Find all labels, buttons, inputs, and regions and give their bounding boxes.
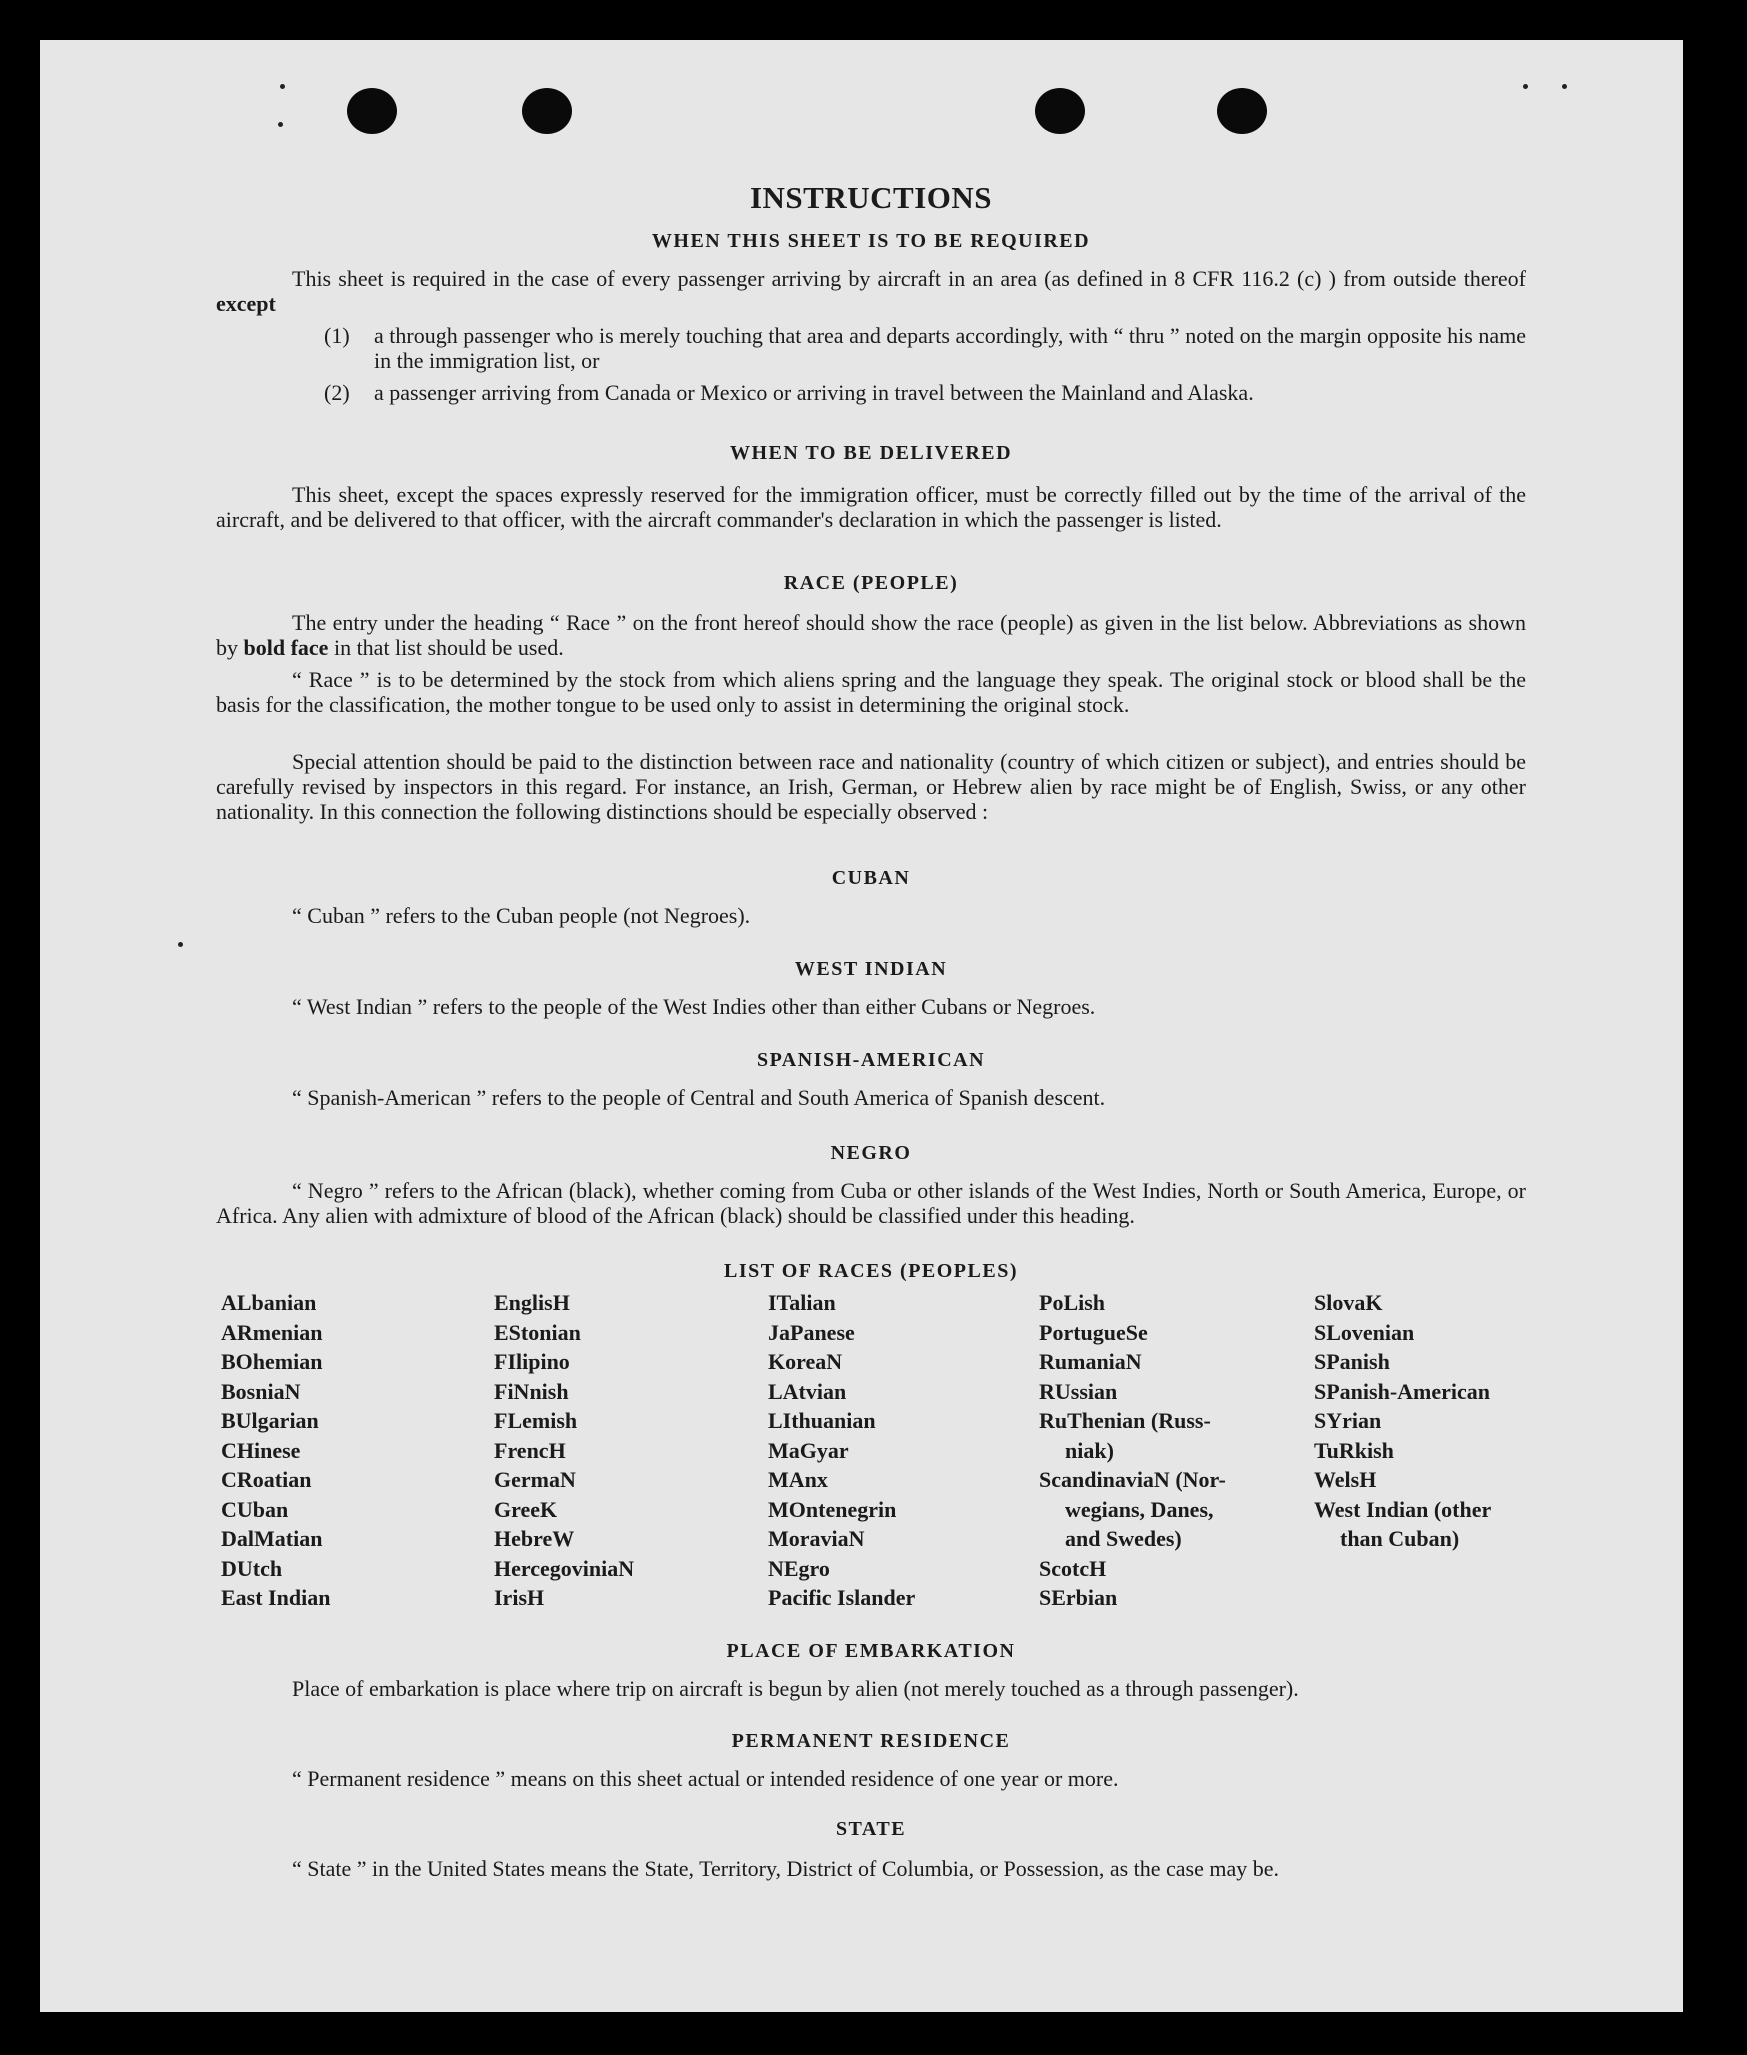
text-race-1-end: in that list should be used. (333, 635, 564, 660)
race-entry: DalMatian (221, 1526, 323, 1551)
race-entry: CRoatian (221, 1467, 312, 1492)
race-entry: RuThenian (Russ- (1039, 1408, 1211, 1433)
speck (1562, 84, 1567, 89)
heading-list-of-races: LIST OF RACES (PEOPLES) (723, 1260, 1018, 1282)
paragraph-spanish-american: “ Spanish-American ” refers to the people of Central and South America of Spanish descent. (292, 1085, 1106, 1110)
race-column (221, 1288, 330, 1613)
paragraph-west-indian: “ West Indian ” refers to the people of the West Indies other than either Cubans or Negroes. (292, 994, 1096, 1019)
race-entry: EStonian (494, 1319, 581, 1345)
race-entry: SYrian (1314, 1408, 1382, 1433)
race-column (1039, 1288, 1226, 1613)
race-entry: RUssian (1039, 1378, 1118, 1404)
race-entry: ScandinaviaN (Nor- (1039, 1467, 1226, 1492)
heading-west-indian: WEST INDIAN (794, 958, 948, 980)
race-entry: than Cuban) (1340, 1526, 1460, 1551)
race-entry: GreeK (494, 1496, 558, 1522)
heading-when-delivered: WHEN TO BE DELIVERED (729, 442, 1013, 464)
race-entry: LAtvian (768, 1378, 847, 1404)
heading-state: STATE (835, 1818, 907, 1840)
paragraph-embarkation: Place of embarkation is place where trip on aircraft is begun by alien (not merely touched as a through passenger). (292, 1676, 1299, 1701)
race-column (1314, 1288, 1491, 1554)
paragraph-state: “ State ” in the United States means the State, Territory, District of Columbia, or Possession, as the case may be. (292, 1856, 1280, 1881)
race-entry: Pacific Islander (768, 1585, 916, 1610)
race-entry: WelsH (1314, 1467, 1377, 1492)
paragraph-race-2: “ Race ” is to be determined by the stock from which aliens spring and the language they speak. The original stock or blood shall be the basis for the classification, the mother tongue to be used only to assist in determining the original stock. (216, 667, 1526, 717)
speck (278, 122, 283, 127)
race-entry: EnglisH (494, 1290, 570, 1315)
race-entry: TuRkish (1314, 1437, 1394, 1463)
race-entry: West Indian (other (1314, 1496, 1492, 1522)
race-entry: CHinese (221, 1437, 301, 1463)
heading-residence: PERMANENT RESIDENCE (731, 1730, 1011, 1752)
paragraph-when-delivered: This sheet, except the spaces expressly reserved for the immigration officer, must be correctly filled out by the time of the arrival of the aircraft, and be delivered to that officer, with the aircraft commander's declaration in which the passenger is listed. (216, 482, 1526, 532)
punch-hole (347, 88, 397, 134)
race-entry: SPanish-American (1314, 1378, 1490, 1404)
race-entry: niak) (1065, 1437, 1114, 1463)
race-entry: MoraviaN (768, 1526, 865, 1551)
race-entry: ALbanian (221, 1290, 317, 1315)
text-bold-face: bold face (243, 635, 329, 660)
race-entry: PoLish (1039, 1290, 1106, 1315)
race-entry: CUban (221, 1496, 289, 1522)
page-title: INSTRUCTIONS (749, 180, 992, 215)
race-entry: KoreaN (768, 1349, 843, 1374)
paragraph-when-required (216, 266, 1526, 316)
race-entry: LIthuanian (768, 1408, 876, 1433)
race-entry: ScotcH (1039, 1555, 1107, 1581)
race-entry: SlovaK (1314, 1290, 1383, 1315)
heading-race: RACE (PEOPLE) (783, 572, 959, 594)
race-entry: GermaN (494, 1467, 576, 1492)
item-number: (2) (324, 380, 350, 405)
race-entry: FrencH (494, 1437, 566, 1463)
race-entry: ARmenian (221, 1319, 323, 1345)
race-entry: ITalian (768, 1290, 836, 1315)
race-entry: FIlipino (494, 1349, 570, 1374)
race-entry: JaPanese (768, 1319, 855, 1345)
exception-item-2 (324, 380, 1526, 405)
race-entry: PortugueSe (1039, 1319, 1148, 1345)
race-entry: FLemish (494, 1408, 578, 1433)
paragraph-race-1 (216, 610, 1526, 660)
speck (1523, 84, 1528, 89)
race-entry: BOhemian (221, 1349, 323, 1374)
heading-embarkation: PLACE OF EMBARKATION (726, 1640, 1016, 1662)
race-entry: IrisH (494, 1585, 545, 1610)
race-entry: BUlgarian (221, 1408, 319, 1433)
heading-negro: NEGRO (830, 1142, 912, 1164)
race-entry: East Indian (221, 1585, 331, 1610)
item-number: (1) (324, 323, 350, 348)
punch-hole (1035, 88, 1085, 134)
race-entry: HebreW (494, 1526, 575, 1551)
item-text: a passenger arriving from Canada or Mexico or arriving in travel between the Mainland and Alaska. (374, 380, 1254, 405)
race-entry: FiNnish (494, 1378, 569, 1404)
paragraph-residence: “ Permanent residence ” means on this sheet actual or intended residence of one year or more. (292, 1766, 1119, 1791)
race-entry: SPanish (1314, 1349, 1390, 1374)
text-race-1: The entry under the heading “ Race ” on the front hereof should show the race (people) as given in the list below. Abbreviations as shown by (216, 610, 1526, 660)
heading-when-required: WHEN THIS SHEET IS TO BE REQUIRED (651, 230, 1091, 252)
text-except: except (216, 291, 276, 316)
race-entry: RumaniaN (1039, 1349, 1142, 1374)
race-entry: HercegoviniaN (494, 1555, 635, 1581)
paragraph-negro: “ Negro ” refers to the African (black), whether coming from Cuba or other islands of the West Indies, North or South America, Europe, or Africa. Any alien with admixture of blood of the African (black) should be classified under this heading. (216, 1178, 1526, 1228)
race-entry: and Swedes) (1065, 1526, 1182, 1551)
race-entry: DUtch (221, 1555, 283, 1581)
item-text: a through passenger who is merely touching that area and departs accordingly, with “ thru ” noted on the margin opposite his name in the immigration list, or (374, 323, 1526, 373)
exception-item-1 (324, 323, 1526, 373)
race-entry: BosniaN (221, 1378, 301, 1404)
heading-cuban: CUBAN (831, 867, 911, 889)
race-entry: MOntenegrin (768, 1496, 897, 1522)
heading-spanish-american: SPANISH-AMERICAN (756, 1049, 986, 1071)
speck (178, 942, 183, 947)
race-entry: SLovenian (1314, 1319, 1415, 1345)
speck (280, 84, 285, 89)
paragraph-race-3: Special attention should be paid to the distinction between race and nationality (country of which citizen or subject), and entries should be carefully revised by inspectors in this regard. For instance, an Irish, German, or Hebrew alien by race might be of English, Swiss, or any other nationality. In this connection the following distinctions should be especially observed : (216, 749, 1526, 824)
race-entry: wegians, Danes, (1065, 1496, 1214, 1522)
race-column (768, 1288, 915, 1613)
punch-hole (1217, 88, 1267, 134)
race-entry: NEgro (768, 1555, 830, 1581)
race-entry: MaGyar (768, 1437, 849, 1463)
race-entry: SErbian (1039, 1585, 1118, 1610)
race-entry: MAnx (768, 1467, 828, 1492)
text-when-required: This sheet is required in the case of every passenger arriving by aircraft in an area (as defined in 8 CFR 116.2 (c) ) from outside thereof (292, 266, 1526, 291)
paragraph-cuban: “ Cuban ” refers to the Cuban people (not Negroes). (292, 903, 751, 928)
punch-hole (522, 88, 572, 134)
race-column (494, 1288, 634, 1613)
